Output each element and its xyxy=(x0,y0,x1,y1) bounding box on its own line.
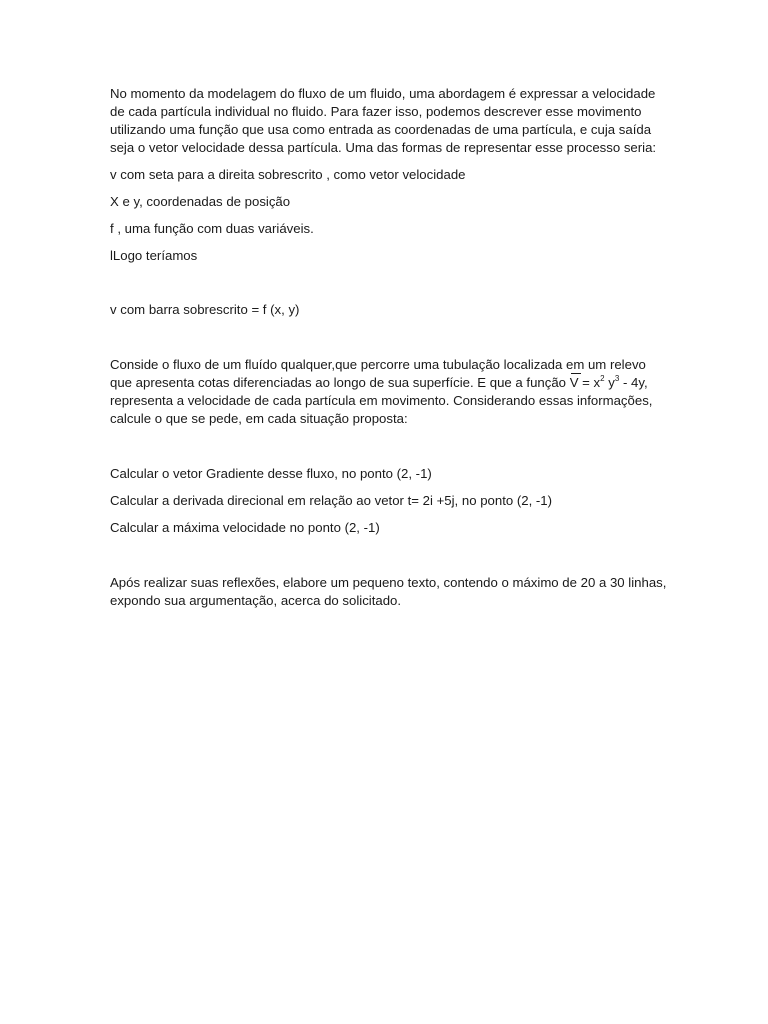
position-coordinates-definition: X e y, coordenadas de posição xyxy=(110,194,291,209)
closing-instructions: Após realizar suas reflexões, elabore um pequeno texto, contendo o máximo de 20 a 30 linhas, expondo sua argumentação, acerca do solicitado. xyxy=(110,575,667,608)
problem-text-part3: y xyxy=(608,375,615,390)
function-definition: f , uma função com duas variáveis. xyxy=(110,221,314,236)
task-gradient: Calcular o vetor Gradiente desse fluxo, no ponto (2, -1) xyxy=(110,466,432,481)
velocity-vector-symbol: V xyxy=(569,375,579,390)
problem-text-part1: Conside o fluxo de um fluído qualquer,que percorre uma tubulação localizada em um relevo que apresenta cotas diferenciadas ao longo de sua superfície. E que a função xyxy=(110,357,646,390)
velocity-formula-line: v com barra sobrescrito = f (x, y) xyxy=(110,302,300,317)
logo-teriamos-line: lLogo teríamos xyxy=(110,248,198,263)
velocity-vector-definition: v com seta para a direita sobrescrito , como vetor velocidade xyxy=(110,167,466,182)
task-directional-derivative: Calcular a derivada direcional em relação ao vetor t= 2i +5j, no ponto (2, -1) xyxy=(110,493,553,508)
problem-text-part4: - 4y, representa a velocidade de cada partícula em movimento. Considerando essas informações, calcule o que se pede, em cada situação proposta: xyxy=(110,375,653,426)
task-max-velocity: Calcular a máxima velocidade no ponto (2, -1) xyxy=(110,520,380,535)
problem-statement xyxy=(110,356,670,428)
x-exponent: 2 xyxy=(600,374,605,383)
document-body xyxy=(110,85,670,610)
problem-text-part2: = x xyxy=(578,375,601,390)
intro-paragraph: No momento da modelagem do fluxo de um fluido, uma abordagem é expressar a velocidade de cada partícula individual no fluido. Para fazer isso, podemos descrever esse movimento utilizando uma função que usa como entrada as coordenadas de uma partícula, e cuja saída seja o vetor velocidade dessa partícula. Uma das formas de representar esse processo seria: xyxy=(110,86,657,155)
y-exponent: 3 xyxy=(614,374,620,383)
